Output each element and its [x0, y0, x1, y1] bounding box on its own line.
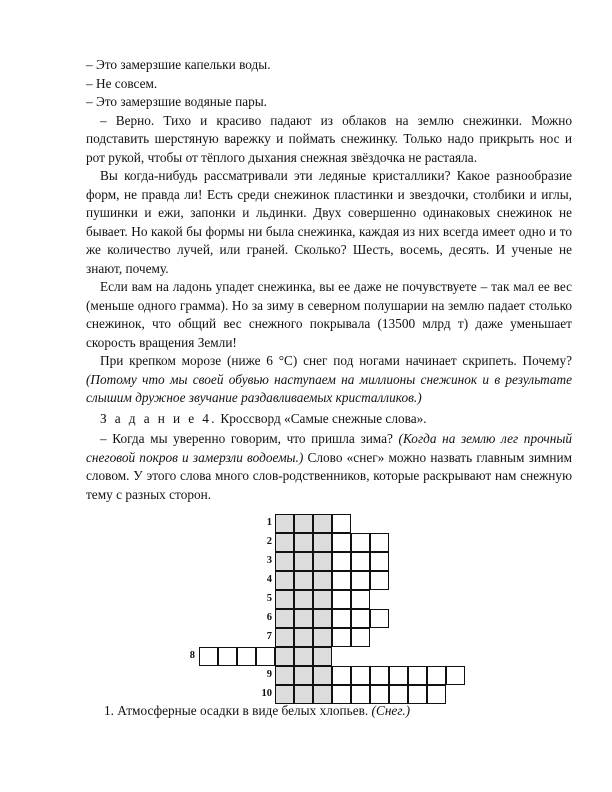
crossword-cell[interactable]	[256, 647, 275, 666]
crossword-cell[interactable]	[351, 571, 370, 590]
crossword-cell[interactable]	[294, 647, 313, 666]
question-frost-answer: (Потому что мы своей обувью наступаем на миллионы снежинок и в результате слышим дружное звучание раздавливаемых кристалликов.)	[86, 371, 572, 405]
crossword-cell[interactable]	[332, 571, 351, 590]
question-frost	[86, 352, 572, 408]
paragraph: Если вам на ладонь упадет снежинка, вы ее даже не почувствуете – так мал ее вес (меньше одного грамма). Но за зиму в северном полушарии на землю падает столько снежинок, что общий вес снежного покрывала (13500 млрд т) даже уменьшает скорость вращения Земли!	[86, 279, 572, 350]
crossword-cell[interactable]	[294, 609, 313, 628]
crossword-cell[interactable]	[351, 533, 370, 552]
crossword-cell[interactable]	[294, 571, 313, 590]
crossword-cell[interactable]	[332, 609, 351, 628]
crossword-cell[interactable]	[275, 571, 294, 590]
intro-text: Слово «снег» можно назвать главным зимним словом. У этого слова много слов-родственников, которые раскрывают нам снежную тему с разных сторон.	[86, 449, 572, 502]
crossword-cell[interactable]	[332, 666, 351, 685]
crossword-cell[interactable]	[313, 514, 332, 533]
crossword-cell[interactable]	[446, 666, 465, 685]
crossword-cell[interactable]	[313, 609, 332, 628]
crossword-cell[interactable]	[275, 552, 294, 571]
crossword-cell[interactable]	[294, 590, 313, 609]
crossword-cell[interactable]	[370, 533, 389, 552]
crossword-cell[interactable]	[351, 628, 370, 647]
crossword-cell[interactable]	[294, 685, 313, 704]
crossword-cell[interactable]	[275, 590, 294, 609]
crossword-cell[interactable]	[313, 552, 332, 571]
crossword-cell[interactable]	[370, 609, 389, 628]
crossword-cell[interactable]	[408, 666, 427, 685]
crossword-cell[interactable]	[370, 685, 389, 704]
crossword-cell[interactable]	[351, 590, 370, 609]
crossword-cell[interactable]	[351, 552, 370, 571]
crossword-cell[interactable]	[237, 647, 256, 666]
crossword-row-number: 7	[266, 631, 272, 642]
crossword-cell[interactable]	[332, 685, 351, 704]
clue-1-answer: (Снег.)	[371, 703, 411, 718]
intro-question: – Когда мы уверенно говорим, что пришла зима?	[100, 431, 393, 446]
task-label: З а д а н и е 4.	[100, 410, 218, 426]
crossword-cell[interactable]	[332, 552, 351, 571]
crossword-cell[interactable]	[294, 533, 313, 552]
crossword-cell[interactable]	[199, 647, 218, 666]
crossword-cell[interactable]	[294, 666, 313, 685]
crossword-row-number: 6	[266, 612, 272, 623]
crossword-cell[interactable]	[389, 685, 408, 704]
clue-1-text: 1. Атмосферные осадки в виде белых хлопьев.	[104, 703, 369, 718]
paragraph: Вы когда-нибудь рассматривали эти ледяные кристаллики? Какое разнообразие форм, не правда ли! Есть среди снежинок пластинки и звездочки, столбики и иглы, пушинки и ежи, запонки и льдинки. Двух совершенно одинаковых снежинок не бывает. Но какой бы формы ни была снежинка, каждая из них всегда имеет одно и то же количество лучей, или граней. Сколько? Шесть, восемь, десять. И ученые не знают, почему.	[86, 168, 572, 276]
crossword-cell[interactable]	[275, 514, 294, 533]
task-heading	[86, 410, 572, 429]
crossword-cell[interactable]	[427, 685, 446, 704]
paragraph: – Это замерзшие капельки воды.	[86, 57, 271, 72]
crossword-cell[interactable]	[332, 628, 351, 647]
crossword-row-number: 10	[261, 688, 272, 699]
crossword-cell[interactable]	[370, 552, 389, 571]
crossword-cell[interactable]	[294, 628, 313, 647]
crossword-cell[interactable]	[332, 533, 351, 552]
crossword-cell[interactable]	[370, 666, 389, 685]
crossword-row-number: 5	[266, 593, 272, 604]
intro-answer: (Когда на землю лег прочный снеговой покров и замерзли водоемы.)	[86, 431, 572, 465]
crossword-cell[interactable]	[408, 685, 427, 704]
crossword-cell[interactable]	[313, 533, 332, 552]
crossword-cell[interactable]	[351, 685, 370, 704]
crossword-cell[interactable]	[275, 628, 294, 647]
text-block	[86, 56, 572, 352]
crossword-cell[interactable]	[218, 647, 237, 666]
clue-1	[104, 703, 410, 719]
crossword-cell[interactable]	[313, 571, 332, 590]
crossword-row-number: 8	[189, 650, 195, 661]
crossword-row-number: 9	[266, 669, 272, 680]
crossword-cell[interactable]	[351, 609, 370, 628]
crossword-cell[interactable]	[313, 628, 332, 647]
crossword-cell[interactable]	[294, 514, 313, 533]
page-body	[86, 56, 572, 504]
crossword-cell[interactable]	[275, 647, 294, 666]
crossword-cell[interactable]	[427, 666, 446, 685]
task-title: Кроссворд «Самые снежные слова».	[220, 410, 427, 426]
crossword-row-number: 2	[266, 536, 272, 547]
crossword-row-number: 4	[266, 574, 272, 585]
crossword-cell[interactable]	[275, 533, 294, 552]
crossword-cell[interactable]	[370, 571, 389, 590]
crossword-cell[interactable]	[294, 552, 313, 571]
crossword-cell[interactable]	[332, 514, 351, 533]
crossword-cell[interactable]	[275, 666, 294, 685]
intro-paragraph	[86, 430, 572, 504]
question-frost-text: При крепком морозе (ниже 6 °С) снег под ногами начинает скрипеть. Почему?	[100, 353, 572, 368]
crossword-cell[interactable]	[351, 666, 370, 685]
crossword-row-number: 1	[266, 517, 272, 528]
crossword-cell[interactable]	[275, 685, 294, 704]
crossword-cell[interactable]	[332, 590, 351, 609]
crossword-cell[interactable]	[389, 666, 408, 685]
crossword-row-number: 3	[266, 555, 272, 566]
crossword-cell[interactable]	[313, 590, 332, 609]
paragraph: – Это замерзшие водяные пары.	[86, 94, 268, 109]
crossword-cell[interactable]	[275, 609, 294, 628]
paragraph: – Не совсем.	[86, 75, 158, 91]
crossword-cell[interactable]	[313, 666, 332, 685]
crossword-cell[interactable]	[313, 647, 332, 666]
crossword-cell[interactable]	[313, 685, 332, 704]
paragraph: – Верно. Тихо и красиво падают из облаков на землю снежинки. Можно подставить шерстяную варежку и поймать снежинку. Только надо прикрыть нос и рот рукой, чтобы от тёплого дыхания снежная звёздочка не растаяла.	[86, 112, 572, 165]
